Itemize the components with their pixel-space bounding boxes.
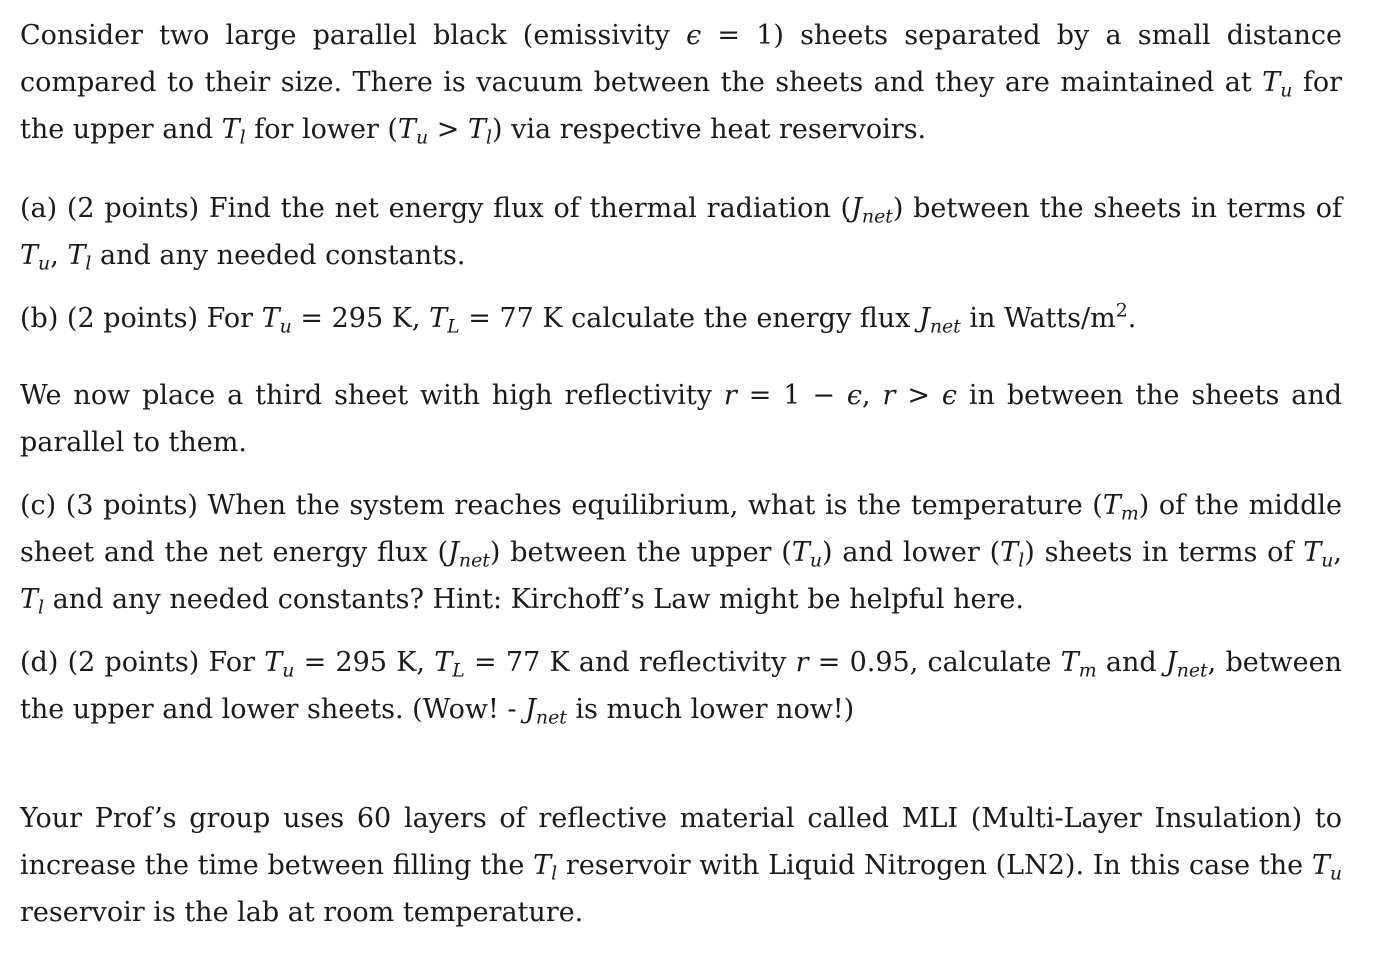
problem-document <box>20 12 1342 936</box>
math-T: T <box>261 303 280 334</box>
math-T: T <box>1102 490 1121 521</box>
math-epsilon: ϵ <box>941 380 957 411</box>
text-run: ) of the middle sheet and the net energy flux ( <box>20 490 1342 568</box>
math-subscript: u <box>415 126 429 149</box>
math-subscript: u <box>1321 549 1334 572</box>
math-T: T <box>1311 850 1330 881</box>
math-T: T <box>20 584 39 615</box>
math-J: J <box>525 694 536 725</box>
math-T: T <box>1262 67 1281 98</box>
text-run: (c) (3 points) When the system reaches equilibrium, what is the temperature ( <box>20 490 1103 521</box>
text-run: and <box>1096 647 1166 678</box>
text-run: = 295 K, <box>291 303 430 334</box>
text-run: > <box>895 380 942 411</box>
math-subscript: l <box>85 252 92 275</box>
math-T: T <box>20 240 39 271</box>
text-run: ) sheets in terms of <box>1024 537 1304 568</box>
math-subscript: l <box>1018 549 1025 572</box>
math-subscript: m <box>1120 502 1139 525</box>
math-T: T <box>1303 537 1322 568</box>
text-run: ) via respective heat reservoirs. <box>492 114 927 145</box>
math-subscript: l <box>239 126 246 149</box>
math-T: T <box>533 850 552 881</box>
text-run: = 1) sheets separated by a small distance compared to their size. There is vacuum between the sheets and they are maintained at <box>20 20 1342 98</box>
text-run: in Watts/m <box>960 303 1116 334</box>
text-run: (d) (2 points) For <box>20 647 265 678</box>
text-run: reservoir is the lab at room temperature. <box>20 897 584 928</box>
math-subscript: u <box>1280 79 1293 102</box>
math-subscript: net <box>458 549 490 572</box>
math-r: r <box>882 380 896 411</box>
math-subscript: net <box>929 315 961 338</box>
math-subscript: u <box>38 252 51 275</box>
third-sheet-paragraph <box>20 372 1342 466</box>
math-J: J <box>448 537 459 568</box>
text-run: = 0.95, calculate <box>808 647 1061 678</box>
math-T: T <box>467 114 486 145</box>
math-T: T <box>67 240 86 271</box>
math-subscript: L <box>447 315 460 338</box>
intro-paragraph <box>20 12 1342 153</box>
text-run: for the upper and <box>20 67 1342 145</box>
math-T: T <box>429 303 448 334</box>
text-run: is much lower now!) <box>566 694 855 725</box>
part-a-question <box>20 185 1342 279</box>
part-d-question <box>20 639 1342 733</box>
math-subscript: l <box>38 596 45 619</box>
math-subscript: net <box>861 205 893 228</box>
text-run: ) and lower ( <box>822 537 1001 568</box>
math-subscript: L <box>452 659 465 682</box>
text-run: = 295 K, <box>294 647 435 678</box>
text-run: ) between the upper ( <box>489 537 792 568</box>
text-run: , <box>862 380 883 411</box>
math-subscript: l <box>485 126 493 149</box>
text-run: for lower ( <box>245 114 398 145</box>
text-run: Your Prof’s group uses 60 layers of reflective material called MLI (Multi-Layer Insulation) to increase the time between filling the <box>20 803 1342 881</box>
text-run: ) between the sheets in terms of <box>892 193 1342 224</box>
math-subscript: m <box>1078 659 1097 682</box>
math-T: T <box>434 647 453 678</box>
math-subscript: net <box>1176 659 1208 682</box>
math-J: J <box>851 193 862 224</box>
math-r: r <box>723 380 737 411</box>
math-T: T <box>1000 537 1019 568</box>
math-subscript: l <box>551 862 558 885</box>
math-subscript: u <box>282 659 295 682</box>
math-T: T <box>397 114 416 145</box>
math-subscript: net <box>535 706 567 729</box>
text-run: = 77 K calculate the energy flux <box>459 303 919 334</box>
math-r: r <box>795 647 809 678</box>
text-run: , <box>1333 537 1342 568</box>
text-run: and any needed constants? Hint: Kirchoff’s Law might be helpful here. <box>44 584 1024 615</box>
text-run: Consider two large parallel black (emissivity <box>20 20 687 51</box>
math-T: T <box>791 537 810 568</box>
text-run: , <box>50 240 68 271</box>
text-run: > <box>428 114 468 145</box>
text-run: reservoir with Liquid Nitrogen (LN2). In this case the <box>557 850 1312 881</box>
math-epsilon: ϵ <box>686 20 702 51</box>
text-run: and any needed constants. <box>91 240 466 271</box>
mli-paragraph <box>20 795 1342 936</box>
text-run: . <box>1127 303 1137 334</box>
text-run: in between the sheets and parallel to them. <box>20 380 1342 458</box>
math-T: T <box>1060 647 1079 678</box>
text-run: (b) (2 points) For <box>20 303 262 334</box>
math-J: J <box>919 303 930 334</box>
math-subscript: u <box>809 549 822 572</box>
math-subscript: u <box>1329 862 1342 885</box>
math-epsilon: ϵ <box>846 380 862 411</box>
text-run: = 1 − <box>736 380 847 411</box>
text-run: (a) (2 points) Find the net energy flux of thermal radiation ( <box>20 193 852 224</box>
part-c-question <box>20 482 1342 623</box>
math-subscript: u <box>279 315 292 338</box>
text-run: We now place a third sheet with high reflectivity <box>20 380 724 411</box>
text-run: = 77 K and reflectivity <box>464 647 796 678</box>
text-run: , between the upper and lower sheets. (Wow! - <box>20 647 1343 725</box>
part-b-question <box>20 295 1342 342</box>
math-superscript: 2 <box>1115 299 1128 322</box>
math-T: T <box>264 647 283 678</box>
math-J: J <box>1165 647 1177 678</box>
math-T: T <box>221 114 240 145</box>
